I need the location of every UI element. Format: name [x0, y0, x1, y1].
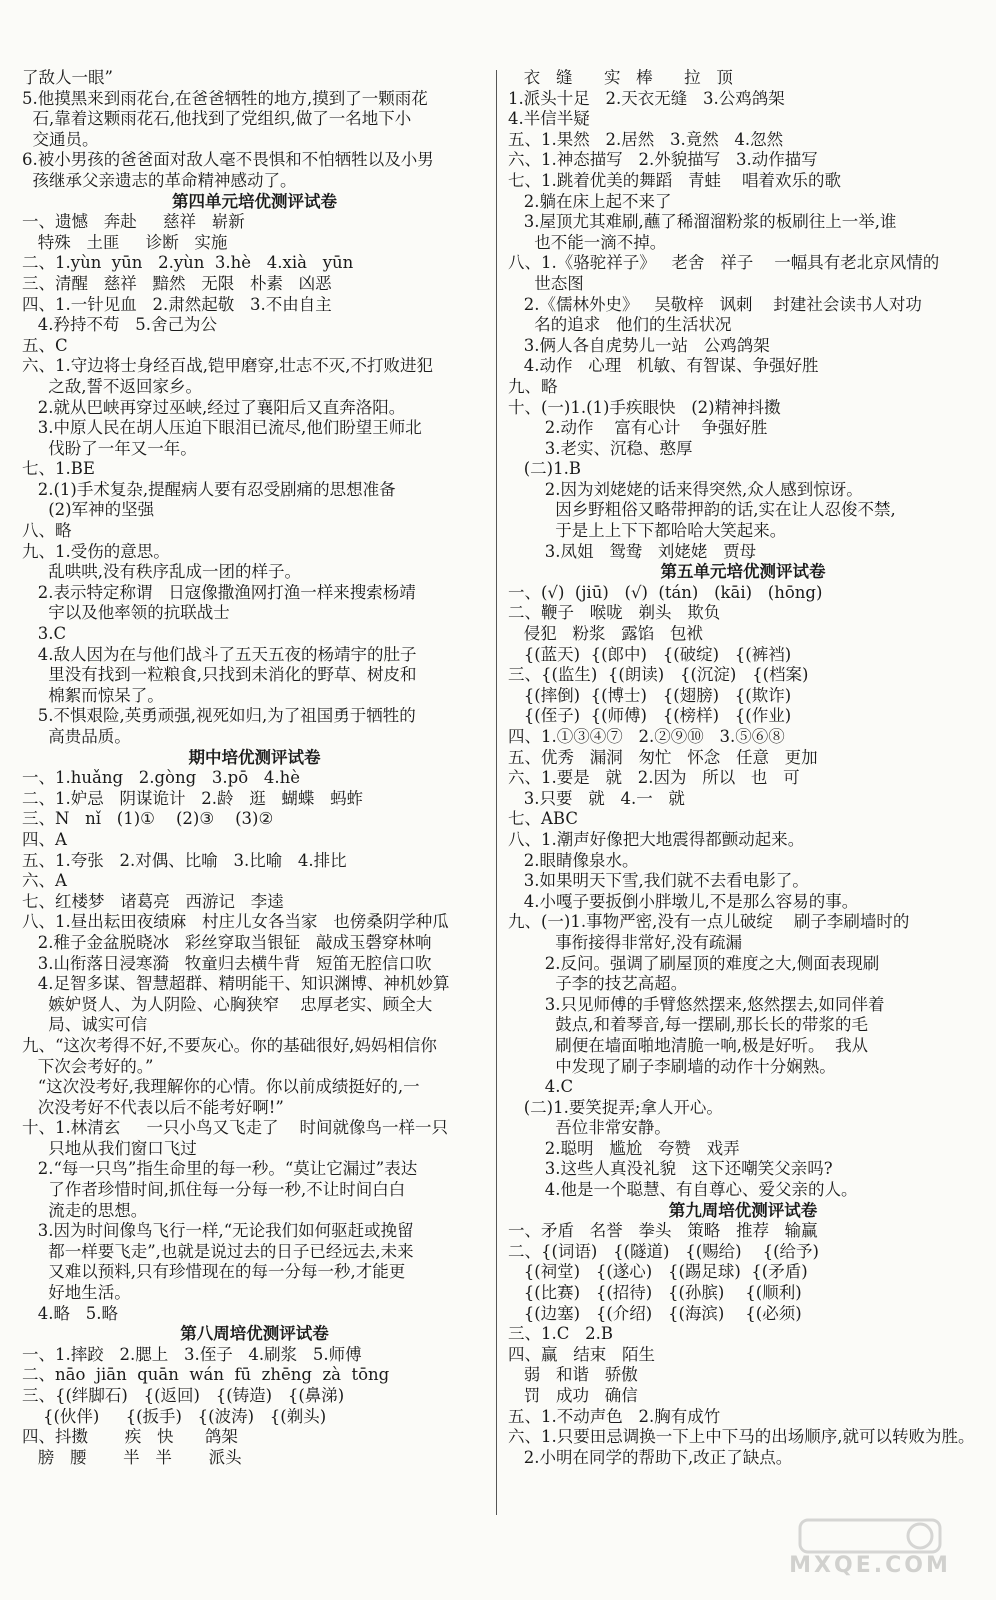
answer-line: 八、1.《骆驼祥子》 老舍 祥子 一幅具有老北京风情的 — [508, 253, 940, 273]
answer-line: 五、C — [22, 335, 68, 355]
answer-line: 了敌人一眼” — [22, 68, 113, 87]
answer-line: 二、1.yùn yūn 2.yùn 3.hè 4.xià yūn — [22, 253, 354, 273]
answer-line: 次没考好不代表以后不能考好啊!” — [22, 1097, 284, 1117]
answer-line: 2.躺在床上起不来了 — [508, 191, 672, 211]
answer-line: 子李的技艺高超。 — [508, 974, 688, 994]
answer-line: 四、抖擞 疾 快 鸽架 — [22, 1427, 238, 1447]
answer-line: 也不能一滴不掉。 — [508, 232, 667, 252]
watermark-text: MXQE.COM — [789, 1553, 951, 1578]
answer-line: 2.小明在同学的帮助下,改正了缺点。 — [508, 1447, 793, 1467]
answer-line: 特殊 土匪 诊断 实施 — [22, 232, 228, 252]
answer-line: 侵犯 粉浆 露馅 包袱 — [508, 624, 703, 644]
answer-line: 一、1.huǎng 2.gòng 3.pō 4.hè — [22, 768, 301, 788]
answer-line: 3.老实、沉稳、憨厚 — [508, 438, 693, 458]
answer-line: 五、1.夸张 2.对偶、比喻 3.比喻 4.排比 — [22, 850, 347, 870]
answer-line: {(比赛) {(招待) {(孙膑) {(顺利) — [508, 1283, 802, 1303]
answer-line: 一、(√) (jiū) (√) (tán) (kāi) (hōng) — [508, 582, 823, 602]
answer-line: 高贵品质。 — [22, 727, 131, 746]
answer-line: 好地生活。 — [22, 1283, 131, 1303]
answer-line: 事衔接得非常好,没有疏漏 — [508, 932, 742, 952]
column-divider — [496, 70, 497, 1515]
answer-line: 2.表示特定称谓 日寇像撒渔网打渔一样来搜索杨靖 — [22, 582, 416, 602]
answer-line: 3.只要 就 4.一 就 — [508, 788, 685, 808]
answer-line: “这次没考好,我理解你的心情。你以前成绩挺好的,一 — [22, 1077, 420, 1097]
answer-line: 石,靠着这颗雨花石,他找到了党组织,做了一名地下小 — [22, 109, 412, 129]
answer-line: 4.他是一个聪慧、有自尊心、爱父亲的人。 — [508, 1180, 858, 1200]
answer-line: 棉絮而惊呆了。 — [22, 685, 164, 705]
answer-line: 吾位非常安静。 — [508, 1118, 671, 1138]
answer-line: 3.因为时间像鸟飞行一样,“无论我们如何驱赶或挽留 — [22, 1221, 414, 1241]
answer-line: 3.中原人民在胡人压迫下眼泪已流尽,他们盼望王师北 — [22, 418, 422, 438]
answer-line: 流走的思想。 — [22, 1200, 148, 1220]
answer-line: 五、1.不动声色 2.胸有成竹 — [508, 1406, 721, 1426]
answer-line: 2.聪明 尴尬 夸赞 戏弄 — [508, 1138, 740, 1158]
answer-line: 四、A — [22, 829, 67, 849]
answer-line: 六、1.只要田忌调换一下上中下马的出场顺序,就可以转败为胜。 — [508, 1427, 975, 1447]
answer-line: 4.矜持不苟 5.舍己为公 — [22, 315, 217, 335]
answer-line: {(蓝天) {(郎中) {(破绽) {(裤裆) — [508, 644, 792, 664]
answer-line: 六、1.要是 就 2.因为 所以 也 可 — [508, 768, 800, 788]
answer-line: 4.半信半疑 — [508, 109, 590, 129]
answer-line: 嫉妒贤人、为人阴险、心胸狭窄 忠厚老实、顾全大 — [22, 994, 433, 1014]
answer-line: 三、N nǐ (1)① (2)③ (3)② — [22, 809, 274, 829]
answer-line: 2.因为刘姥姥的话来得突然,众人感到惊讶。 — [508, 479, 863, 499]
answer-line: 七、1.BE — [22, 459, 95, 479]
answer-line: 一、1.摔跤 2.腮上 3.侄子 4.刷浆 5.师傅 — [22, 1344, 362, 1364]
answer-line: 名的追求 他们的生活状况 — [508, 315, 732, 335]
answer-line: 里没有找到一粒粮食,只找到未消化的野草、树皮和 — [22, 665, 417, 685]
section-title: 第八周培优测评试卷 — [180, 1324, 329, 1344]
answer-line: 局、诚实可信 — [22, 1015, 148, 1035]
answer-line: 膀 腰 半 半 派头 — [22, 1447, 242, 1467]
answer-line: 二、鞭子 喉咙 剃头 欺负 — [508, 603, 721, 623]
answer-line: 交通员。 — [22, 129, 99, 149]
answer-line: 九、略 — [508, 376, 558, 396]
answer-line: 七、红楼梦 诸葛亮 西游记 李逵 — [22, 891, 284, 911]
answer-line: 3.山衔落日浸寒漪 牧童归去横牛背 短笛无腔信口吹 — [22, 953, 432, 973]
answer-line: 2.《儒林外史》 吴敬梓 讽刺 封建社会读书人对功 — [508, 294, 922, 314]
answer-line: 3.俩人各自虎势儿一站 公鸡鸽架 — [508, 335, 770, 355]
answer-line: 2.反问。强调了刷屋顶的难度之大,侧面表现刷 — [508, 953, 880, 973]
answer-line: 二、nāo jiān quān wán fū zhēng zà tōng — [22, 1365, 390, 1385]
answer-line: 七、1.跳着优美的舞蹈 青蛙 唱着欢乐的歌 — [508, 170, 841, 190]
answer-line: 只地从我们窗口飞过 — [22, 1138, 197, 1158]
answer-line: 2.眼睛像泉水。 — [508, 850, 639, 870]
answer-line: 刷便在墙面啪地清脆一响,极是好听。 我从 — [508, 1035, 868, 1055]
answer-line: 3.屋顶尤其难刷,蘸了稀溜溜粉浆的板刷往上一举,谁 — [508, 212, 897, 232]
answer-line: 三、{(绊脚石) {(返回) {(铸造) {(鼻涕) — [22, 1386, 345, 1405]
answer-line: 于是上上下下都哈哈大笑起来。 — [508, 521, 787, 541]
answer-line: 鼓点,和着琴音,每一摆刷,那长长的带浆的毛 — [508, 1015, 868, 1035]
answer-line: 一、遗憾 奔赴 慈祥 崭新 — [22, 212, 245, 232]
answer-line: 十、1.林清玄 一只小鸟又飞走了 时间就像鸟一样一只 — [22, 1118, 448, 1138]
answer-line: 伐盼了一年又一年。 — [22, 438, 197, 458]
answer-line: 4.足智多谋、智慧超群、精明能干、知识渊博、神机妙算 — [22, 974, 450, 994]
watermark-logo-icon — [770, 1516, 970, 1556]
answer-line: 中发现了刷子李刷墙的动作十分娴熟。 — [508, 1056, 836, 1076]
answer-line: 一、矛盾 名誉 拳头 策略 推荐 输赢 — [508, 1221, 818, 1241]
answer-line: 六、1.守边将士身经百战,铠甲磨穿,壮志不灭,不打败进犯 — [22, 356, 433, 376]
answer-line: 八、略 — [22, 521, 72, 541]
answer-line: {(边塞) {(介绍) {(海滨) {(必须) — [508, 1303, 802, 1323]
answer-line: 九、“这次考得不好,不要灰心。你的基础很好,妈妈相信你 — [22, 1035, 437, 1055]
answer-line: 三、清醒 慈祥 黯然 无限 朴素 凶恶 — [22, 273, 332, 293]
answer-line: 5.不惧艰险,英勇顽强,视死如归,为了祖国勇于牺牲的 — [22, 706, 416, 726]
answer-line: 四、1.一针见血 2.肃然起敬 3.不由自主 — [22, 294, 332, 314]
answer-line: 世态图 — [508, 273, 584, 293]
answer-line: 弱 和谐 骄傲 — [508, 1365, 638, 1385]
answer-line: 4.敌人因为在与他们战斗了五天五夜的杨靖宇的肚子 — [22, 644, 417, 664]
answer-line: (二)1.B — [508, 459, 581, 479]
answer-line: 2.“每一只鸟”指生命里的每一秒。“莫让它漏过”表达 — [22, 1159, 418, 1179]
answer-line: {(摔倒) {(博士) {(翅膀) {(欺诈) — [508, 685, 792, 705]
answer-line: 5.他摸黑来到雨花台,在爸爸牺牲的地方,摸到了一颗雨花 — [22, 88, 428, 108]
answer-line: 孩继承父亲遗志的革命精神感动了。 — [22, 170, 297, 190]
answer-line: 衣 缝 实 棒 拉 顶 — [508, 68, 733, 87]
answer-line: 2.稚子金盆脱晓冰 彩丝穿取当银钲 敲成玉磬穿林响 — [22, 932, 432, 952]
answer-line: 九、(一)1.事物严密,没有一点儿破绽 刷子李刷墙时的 — [508, 912, 910, 932]
answer-line: 之敌,誓不返回家乡。 — [22, 376, 202, 396]
answer-line: 乱哄哄,没有秩序乱成一团的样子。 — [22, 562, 301, 582]
answer-line: 二、1.妒忌 阴谋诡计 2.龄 逛 蝴蝶 蚂蚱 — [22, 788, 364, 808]
right-column — [508, 68, 978, 1468]
answer-line: 六、1.神态描写 2.外貌描写 3.动作描写 — [508, 150, 818, 170]
answer-line: 因乡野粗俗又略带押韵的话,实在让人忍俊不禁, — [508, 500, 896, 520]
answer-line: 五、优秀 漏洞 匆忙 怀念 任意 更加 — [508, 747, 818, 767]
answer-line: 3.C — [22, 624, 67, 644]
answer-line: 4.动作 心理 机敏、有智谋、争强好胜 — [508, 356, 819, 376]
answer-line: 3.只见师傅的手臂悠然摆来,悠然摆去,如同伴着 — [508, 994, 885, 1014]
answer-line: 罚 成功 确信 — [508, 1386, 638, 1405]
answer-line: 四、赢 结束 陌生 — [508, 1344, 655, 1364]
answer-line: 七、ABC — [508, 809, 578, 829]
answer-line: 都一样要飞走”,也就是说过去的日子已经远去,未来 — [22, 1241, 414, 1261]
answer-line: {(侄子) {(师傅) {(榜样) {(作业) — [508, 706, 792, 726]
answer-line: {(祠堂) {(遂心) {(踢足球) {(矛盾) — [508, 1262, 808, 1282]
left-column — [22, 68, 487, 1468]
answer-line: 4.C — [508, 1077, 574, 1097]
section-title: 第五单元培优测评试卷 — [660, 562, 826, 582]
answer-line: 2.就从巴峡再穿过巫峡,经过了襄阳后又直奔洛阳。 — [22, 397, 406, 417]
answer-line: 八、1.潮声好像把大地震得都颤动起来。 — [508, 829, 805, 849]
answer-line: 1.派头十足 2.天衣无缝 3.公鸡鸽架 — [508, 88, 785, 108]
answer-line: 2.(1)手术复杂,提醒病人要有忍受剧痛的思想准备 — [22, 479, 396, 499]
answer-line: 三、{(监生) {(朗读) {(沉淀) {(档案) — [508, 665, 809, 685]
answer-line: 又难以预料,只有珍惜现在的每一分每一秒,才能更 — [22, 1262, 406, 1282]
answer-line: 八、1.昼出耘田夜绩麻 村庄儿女各当家 也傍桑阴学种瓜 — [22, 912, 449, 932]
answer-line: 2.动作 富有心计 争强好胜 — [508, 418, 768, 438]
answer-line: 九、1.受伤的意思。 — [22, 541, 170, 561]
answer-line: 宇以及他率领的抗联战士 — [22, 603, 230, 623]
answer-line: (2)军神的坚强 — [22, 500, 155, 520]
answer-line: 3.这些人真没礼貌 这下还嘲笑父亲吗? — [508, 1159, 833, 1179]
answer-line: 4.略 5.略 — [22, 1303, 118, 1323]
answer-line: 3.如果明天下雪,我们就不去看电影了。 — [508, 871, 809, 891]
answer-line: {(伙伴) {(扳手) {(波涛) {(剃头) — [22, 1406, 327, 1426]
answer-line: 6.被小男孩的爸爸面对敌人毫不畏惧和不怕牺牲以及小男 — [22, 150, 434, 170]
answer-line: 三、1.C 2.B — [508, 1324, 613, 1344]
answer-line: 了作者珍惜时间,抓住每一分每一秒,不让时间白白 — [22, 1180, 406, 1200]
watermark-logo — [770, 1516, 970, 1578]
answer-line: 十、(一)1.(1)手疾眼快 (2)精神抖擞 — [508, 397, 781, 417]
section-title: 第九周培优测评试卷 — [668, 1200, 818, 1220]
answer-line: 六、A — [22, 871, 67, 891]
answer-line: (二)1.要笑捉弄;拿人开心。 — [508, 1097, 723, 1117]
answer-line: 四、1.①③④⑦ 2.②⑨⑩ 3.⑤⑥⑧ — [508, 727, 785, 746]
answer-line: 五、1.果然 2.居然 3.竟然 4.忽然 — [508, 129, 784, 149]
answer-line: 4.小嘎子要扳倒小胖墩儿,不是那么容易的事。 — [508, 891, 859, 911]
answer-line: 下次会考好的。” — [22, 1056, 154, 1076]
section-title: 期中培优测评试卷 — [188, 747, 321, 767]
answer-line: 3.凤姐 鸳鸯 刘姥姥 贾母 — [508, 541, 757, 561]
section-title: 第四单元培优测评试卷 — [172, 191, 337, 211]
answer-line: 二、{(词语) {(隧道) {(赐给) {(给予) — [508, 1241, 819, 1261]
